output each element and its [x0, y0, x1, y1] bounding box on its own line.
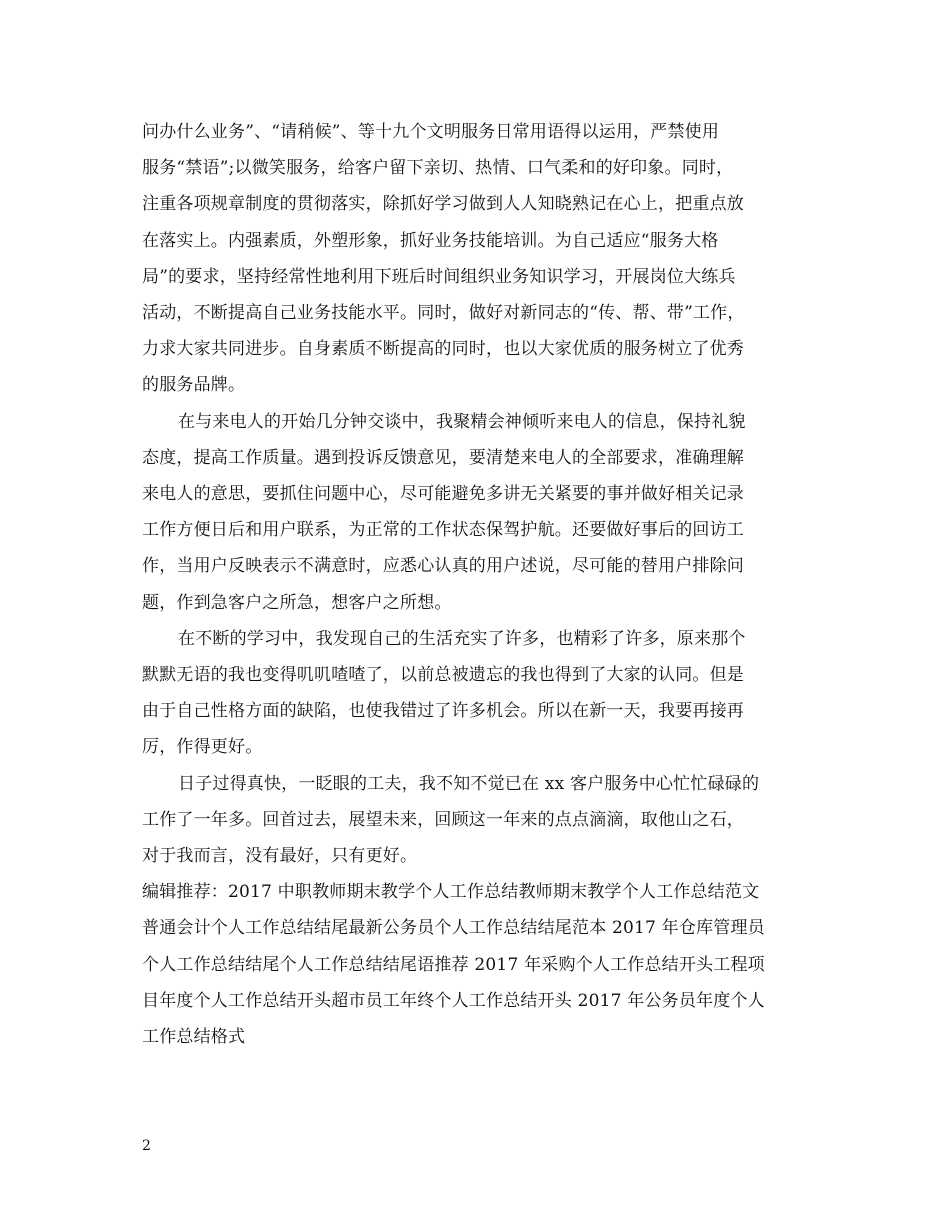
text-line: 工作总结格式: [142, 1027, 246, 1048]
page-number: 2: [142, 1138, 151, 1154]
text-line: 由于自己性格方面的缺陷，也使我错过了许多机会。所以在新一天，我要再接再: [142, 701, 744, 722]
paragraph-4: [142, 766, 812, 875]
text-line: 作，当用户反映表示不满意时，应悉心认真的用户述说，尽可能的替用户排除问: [142, 556, 744, 577]
text-line: 在落实上。内强素质，外塑形象，抓好业务技能培训。为自己适应“服务大格: [142, 230, 719, 251]
text-line: 工作了一年多。回首过去，展望未来，回顾这一年来的点点滴滴，取他山之石，: [142, 809, 744, 830]
text-line: 厉，作得更好。: [142, 737, 263, 758]
text-line: 题，作到急客户之所急，想客户之所想。: [142, 592, 452, 613]
text-line: 服务“禁语”;以微笑服务，给客户留下亲切、热情、口气柔和的好印象。同时，: [142, 158, 734, 179]
text-line: 对于我而言，没有最好，只有更好。: [142, 846, 418, 867]
text-line: 活动，不断提高自己业务技能水平。同时，做好对新同志的“传、帮、带”工作，: [142, 303, 745, 324]
text-line: 在不断的学习中，我发现自己的生活充实了许多，也精彩了许多，原来那个: [178, 628, 746, 649]
text-line: 的服务品牌。: [142, 375, 246, 396]
text-line: 在与来电人的开始几分钟交谈中，我聚精会神倾听来电人的信息，保持礼貌: [178, 411, 746, 432]
text-line: 普通会计个人工作总结结尾最新公务员个人工作总结结尾范本 2017 年仓库管理员: [142, 918, 765, 939]
text-line: 来电人的意思，要抓住问题中心，尽可能避免多讲无关紧要的事并做好相关记录: [142, 484, 744, 505]
text-line: 注重各项规章制度的贯彻落实，除抓好学习做到人人知晓熟记在心上，把重点放: [142, 194, 744, 215]
paragraph-3: [142, 621, 812, 766]
text-line: 问办什么业务”、“请稍候”、等十九个文明服务日常用语得以运用，严禁使用: [142, 122, 720, 142]
text-line: 编辑推荐：2017 中职教师期末教学个人工作总结教师期末教学个人工作总结范文: [142, 882, 760, 903]
document-body: [142, 114, 812, 1055]
text-line: 工作方便日后和用户联系，为正常的工作状态保驾护航。还要做好事后的回访工: [142, 520, 744, 541]
text-line: 默默无语的我也变得叽叽喳喳了，以前总被遗忘的我也得到了大家的认同。但是: [142, 665, 744, 686]
paragraph-1: [142, 114, 812, 404]
text-line: 日子过得真快，一眨眼的工夫，我不知不觉已在 xx 客户服务中心忙忙碌碌的: [178, 773, 760, 794]
text-line: 局”的要求，坚持经常性地利用下班后时间组织业务知识学习，开展岗位大练兵: [142, 266, 736, 287]
editor-recommendation: [142, 874, 812, 1055]
text-line: 态度，提高工作质量。遇到投诉反馈意见，要清楚来电人的全部要求，准确理解: [142, 447, 744, 468]
text-line: 目年度个人工作总结开头超市员工年终个人工作总结开头 2017 年公务员年度个人: [142, 990, 765, 1011]
text-line: 力求大家共同进步。自身素质不断提高的同时，也以大家优质的服务树立了优秀: [142, 339, 744, 360]
paragraph-2: [142, 404, 812, 621]
text-line: 个人工作总结结尾个人工作总结结尾语推荐 2017 年采购个人工作总结开头工程项: [142, 954, 765, 975]
